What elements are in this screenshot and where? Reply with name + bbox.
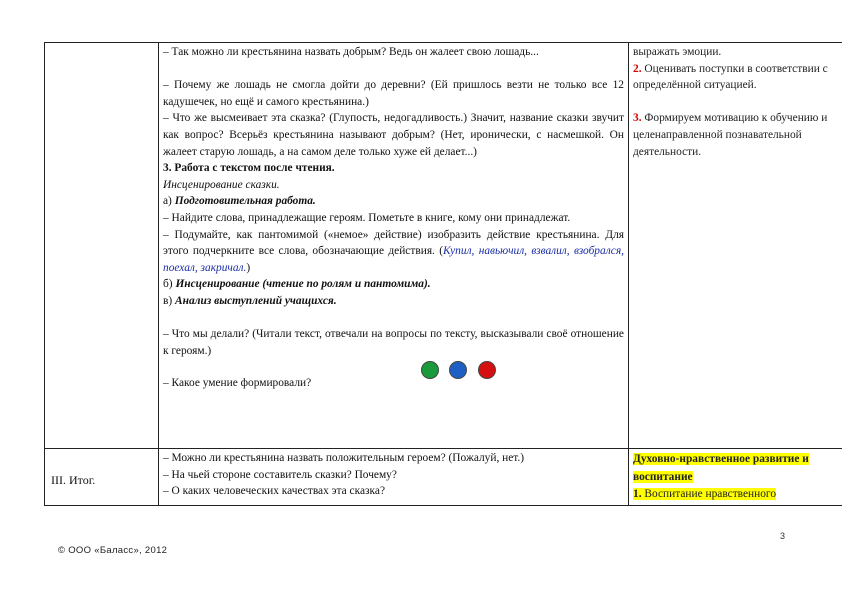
table-row <box>45 43 842 449</box>
outcome-heading: Духовно-нравственное развитие и воспитание <box>633 453 809 483</box>
stage-cell-empty <box>45 43 159 449</box>
green-circle-icon <box>421 361 439 379</box>
outcomes-cell <box>629 43 842 449</box>
copyright-footer: © ООО «Баласс», 2012 <box>58 545 168 556</box>
blue-circle-icon <box>449 361 467 379</box>
outcome-item: 2. Оценивать поступки в соответствии с определённой ситуацией. <box>633 62 828 92</box>
outcome-item: 1. Воспитание нравственного <box>633 488 777 500</box>
table-row <box>45 449 842 506</box>
activity-line: – Подумайте, как пантомимой («немое» действие) изобразить действие крестьянина. Для этого подчеркните все слова, обозначающие действия. (Купил, навьючил, взвалил, взобрался, поехал, закричал.) <box>163 228 624 274</box>
outcomes-cell <box>629 449 842 506</box>
subheading: Инсценирование сказки. <box>163 178 280 191</box>
activity-cell <box>159 449 629 506</box>
activity-line: – Какое умение формировали? <box>163 377 312 390</box>
activity-line: – На чьей стороне составитель сказки? Почему? <box>163 468 397 481</box>
activity-line: – Найдите слова, принадлежащие героям. Пометьте в книге, кому они принадлежат. <box>163 211 571 224</box>
activity-line: – Что же высмеивает эта сказка? (Глупость, недогадливость.) Значит, название сказки звучит как вопрос? Всерьёз крестьянина называют добрым? (Нет, иронически, с насмешкой. Он жалеет старую лошадь, а на самом деле только хуже ей делает...) <box>163 112 624 158</box>
red-circle-icon <box>478 361 496 379</box>
traffic-light-circles <box>163 359 624 383</box>
activity-line: – Так можно ли крестьянина назвать добрым? Ведь он жалеет свою лошадь... <box>163 46 539 58</box>
activity-line: а) Подготовительная работа. <box>163 195 316 208</box>
activity-line: б) Инсценирование (чтение по ролям и пантомима). <box>163 278 431 291</box>
outcome-text: выражать эмоции. <box>633 46 722 58</box>
activity-line: – Можно ли крестьянина назвать положительным героем? (Пожалуй, нет.) <box>163 452 525 464</box>
outcome-item: 3. Формируем мотивацию к обучению и целенаправленной познавательной деятельности. <box>633 112 828 158</box>
action-words: Купил, навьючил, взвалил, взобрался, поехал, закричал. <box>163 245 624 274</box>
activity-line: – Что мы делали? (Читали текст, отвечали на вопросы по тексту, высказывали своё отношение к героям.) <box>163 328 624 357</box>
section-heading: 3. Работа с текстом после чтения. <box>163 162 335 175</box>
activity-line: в) Анализ выступлений учащихся. <box>163 294 337 307</box>
lesson-plan-table <box>44 42 842 506</box>
stage-title: III. Итог. <box>51 473 96 487</box>
page-number: 3 <box>780 531 786 541</box>
activity-line: – О каких человеческих качествах эта сказка? <box>163 485 385 498</box>
activity-cell <box>159 43 629 449</box>
stage-cell <box>45 449 159 506</box>
activity-line: – Почему же лошадь не смогла дойти до деревни? (Ей пришлось везти не только все 12 кадушечек, но ещё и самого крестьянина.) <box>163 79 624 108</box>
